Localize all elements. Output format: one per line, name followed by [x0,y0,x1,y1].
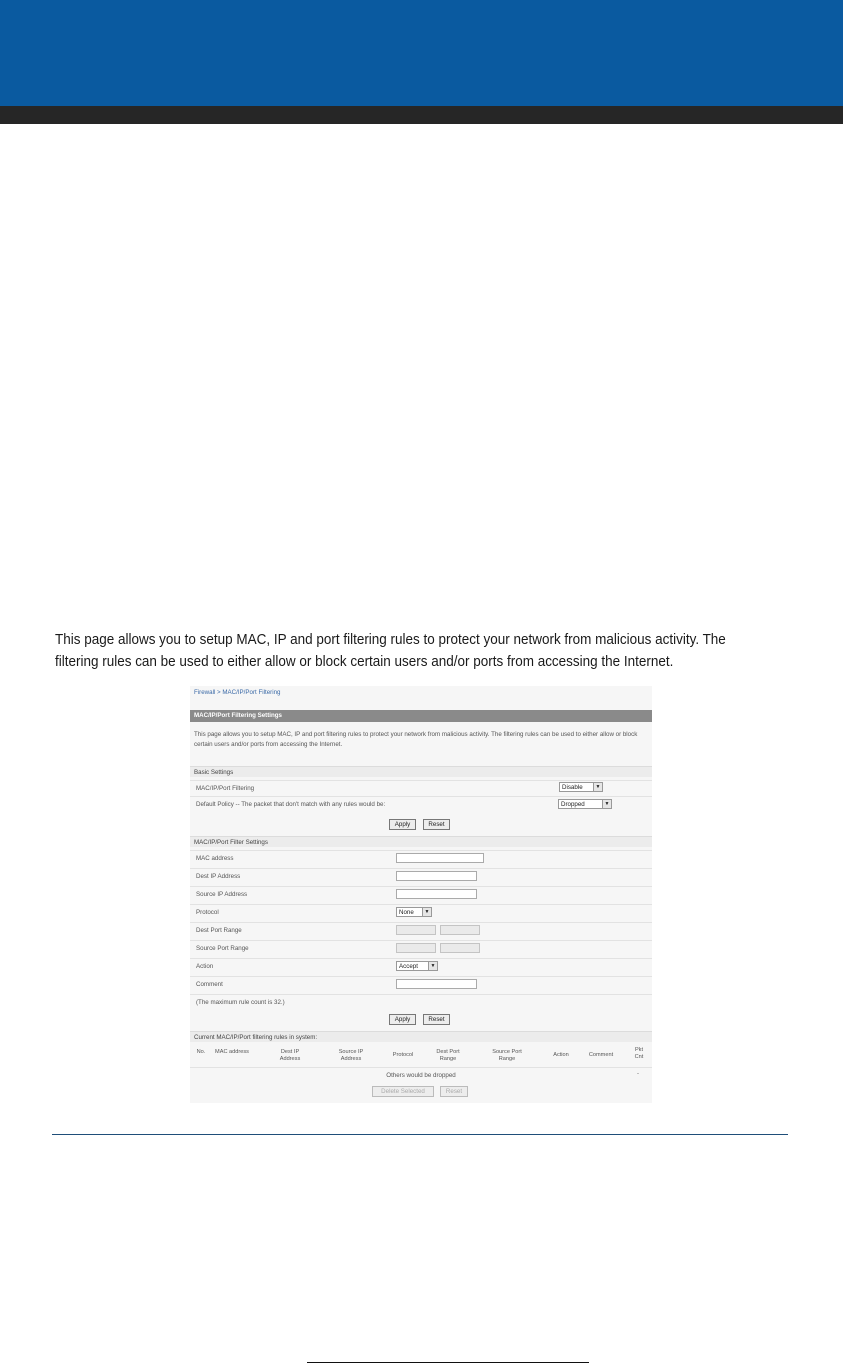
mac-address-input[interactable] [396,853,484,863]
intro-paragraph [55,629,743,673]
dest-port-label: Dest Port Range [196,927,242,934]
comment-input[interactable] [396,979,477,989]
filtering-select[interactable] [559,782,603,792]
source-port-from-input[interactable] [396,943,436,953]
chevron-down-icon: ▼ [428,962,437,970]
current-rules-heading: Current MAC/IP/Port filtering rules in system: [190,1031,652,1042]
protocol-select[interactable] [396,907,432,917]
filtering-select-value: Disable [562,784,583,791]
router-screenshot [190,686,652,1103]
source-ip-input[interactable] [396,889,477,899]
col-no: No. [196,1049,206,1055]
max-rule-note [190,994,652,1009]
dest-port-from-input[interactable] [396,925,436,935]
action-label: Action [196,963,214,970]
max-rule-note-text: (The maximum rule count is 32.) [196,999,285,1006]
default-policy-label: Default Policy -- The packet that don't match with any rules would be: [196,801,386,808]
basic-apply-button[interactable]: Apply [389,819,416,830]
col-source-port: Source Port Range [492,1049,522,1062]
default-policy-select[interactable] [558,799,612,809]
intro-line-1: This page allows you to setup MAC, IP and port filtering rules to protect your network from malicious activity. The [55,632,726,648]
basic-reset-button[interactable]: Reset [423,819,450,830]
col-comment: Comment [588,1052,614,1058]
header-stripe [0,106,843,124]
mac-label: MAC address [196,855,234,862]
col-protocol: Protocol [392,1052,414,1058]
chevron-down-icon: ▼ [422,908,431,916]
protocol-label: Protocol [196,909,219,916]
delete-selected-button[interactable]: Delete Selected [372,1086,434,1097]
source-port-label: Source Port Range [196,945,249,952]
col-source-ip: Source IP Address [338,1049,364,1062]
filter-settings-heading: MAC/IP/Port Filter Settings [190,836,652,847]
filter-apply-button[interactable]: Apply [389,1014,416,1025]
comment-label: Comment [196,981,223,988]
action-select-value: Accept [399,963,418,970]
col-mac: MAC address [215,1049,249,1055]
filter-reset-button[interactable]: Reset [423,1014,450,1025]
dest-ip-label: Dest IP Address [196,873,241,880]
col-action: Action [553,1052,569,1058]
others-row-text: Others would be dropped [386,1072,456,1079]
source-ip-label: Source IP Address [196,891,248,898]
action-select[interactable] [396,961,438,971]
col-dest-ip: Dest IP Address [279,1049,301,1062]
rules-reset-button[interactable]: Reset [440,1086,468,1097]
basic-settings-heading: Basic Settings [190,766,652,777]
source-port-to-input[interactable] [440,943,480,953]
section-divider [52,1134,788,1135]
dest-ip-input[interactable] [396,871,477,881]
col-pkt-cnt: Pkt Cnt [634,1047,644,1060]
dest-port-to-input[interactable] [440,925,480,935]
others-row [190,1067,652,1082]
filtering-label: MAC/IP/Port Filtering [196,785,255,792]
footer-rule [307,1362,589,1363]
settings-description: This page allows you to setup MAC, IP and port filtering rules to protect your network from malicious activity. The filtering rules can be used to either allow or block certain users and/or ports from accessing the Internet. [194,731,638,748]
breadcrumb[interactable]: Firewall > MAC/IP/Port Filtering [194,689,281,696]
col-dest-port: Dest Port Range [436,1049,460,1062]
default-policy-select-value: Dropped [561,801,585,808]
header-band [0,0,843,106]
others-pkt-cnt: - [637,1071,639,1077]
settings-title-bar: MAC/IP/Port Filtering Settings [190,710,652,722]
chevron-down-icon: ▼ [602,800,611,808]
protocol-select-value: None [399,909,414,916]
chevron-down-icon: ▼ [593,783,602,791]
intro-line-2: filtering rules can be used to either allow or block certain users and/or ports from accessing the Internet. [55,654,674,670]
